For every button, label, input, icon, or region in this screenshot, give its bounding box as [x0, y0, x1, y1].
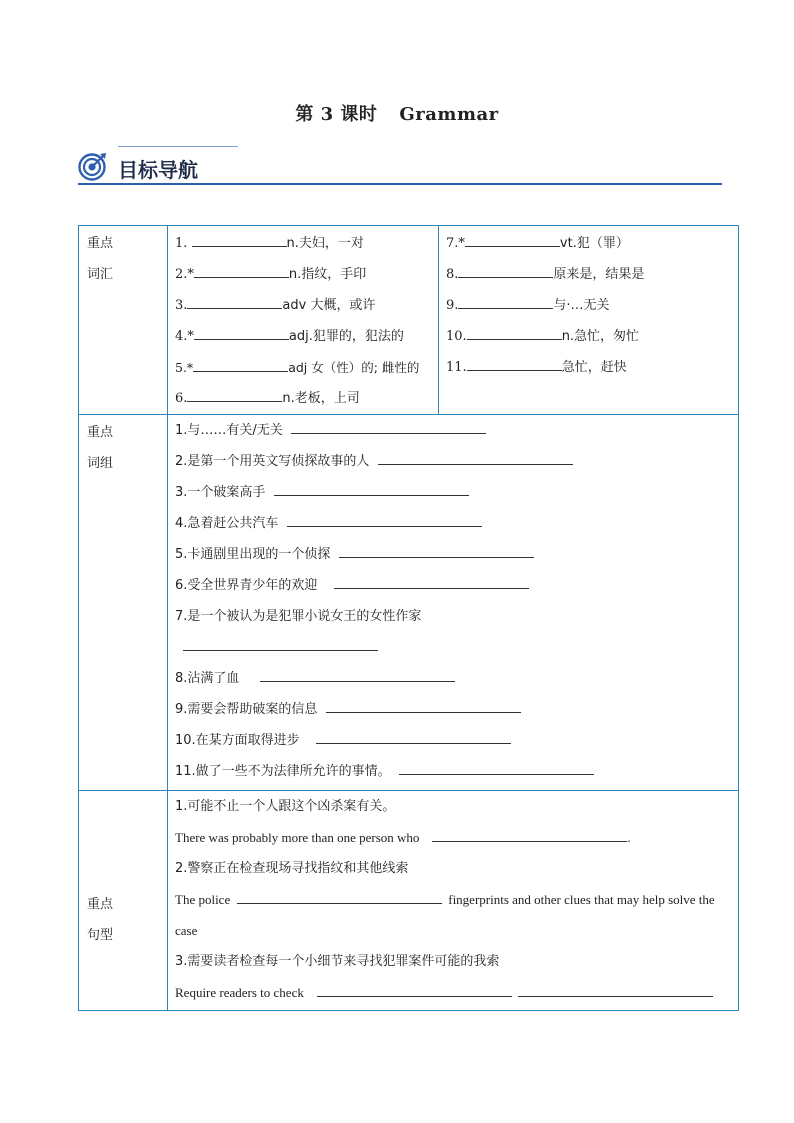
answer-blank[interactable] [192, 228, 287, 247]
phrases-content [168, 415, 739, 791]
vocab-item: 2.* n.指纹，手印 [168, 259, 438, 290]
vocab-item: 5.* adj 女（性）的; 雌性的 [168, 352, 438, 383]
sentence-en: The police fingerprints and other clues that may help solve the [168, 884, 738, 915]
sentences-row [79, 791, 739, 1011]
vocab-category [79, 226, 168, 415]
answer-blank[interactable] [518, 978, 713, 997]
phrase-item: 6.受全世界青少年的欢迎 [168, 570, 738, 601]
title-lesson: 第 3 课时 [295, 104, 378, 125]
sentence-cn: 1.可能不止一个人跟这个凶杀案有关。 [175, 799, 396, 814]
answer-blank[interactable] [274, 477, 469, 496]
category-line: 重点 [87, 896, 114, 912]
answer-blank[interactable] [260, 663, 455, 682]
answer-blank[interactable] [467, 352, 562, 371]
answer-blank[interactable] [334, 570, 529, 589]
phrase-item: 1.与……有关/无关 [168, 415, 738, 446]
answer-blank[interactable] [187, 290, 282, 309]
page-title [0, 100, 794, 126]
vocab-item: 4.* adj.犯罪的，犯法的 [168, 321, 438, 352]
answer-blank[interactable] [458, 290, 553, 309]
sentences-category [79, 791, 168, 1011]
vocab-content [168, 226, 739, 415]
phrase-item: 11.做了一些不为法律所允许的事情。 [168, 756, 738, 787]
sentences-content [168, 791, 739, 1011]
sentence-en: Require readers to check [168, 977, 738, 1008]
answer-blank[interactable] [183, 632, 378, 651]
vocab-item: 10. n.急忙，匆忙 [439, 321, 738, 352]
phrase-item: 9.需要会帮助破案的信息 [168, 694, 738, 725]
phrase-item: 4.急着赶公共汽车 [168, 508, 738, 539]
vocab-item: 9. 与·…无关 [439, 290, 738, 321]
vocab-right-col [439, 226, 739, 414]
answer-blank[interactable] [378, 446, 573, 465]
vocab-item: 11. 急忙，赶快 [439, 352, 738, 383]
vocab-item: 8. 原来是，结果是 [439, 259, 738, 290]
category-line: 句型 [87, 927, 114, 943]
phrases-category [79, 415, 168, 791]
answer-blank[interactable] [287, 508, 482, 527]
sentence-en: There was probably more than one person who . [168, 822, 738, 853]
answer-blank[interactable] [193, 353, 288, 372]
phrase-item: 10.在某方面取得进步 [168, 725, 738, 756]
vocab-item: 7.* vt.犯（罪） [439, 228, 738, 259]
answer-blank[interactable] [194, 259, 289, 278]
phrase-item: 8.沾满了血 [168, 663, 738, 694]
target-icon [78, 151, 108, 181]
answer-blank[interactable] [187, 383, 282, 402]
category-line: 词汇 [87, 267, 114, 282]
phrase-item: 7.是一个被认为是犯罪小说女王的女性作家 [175, 609, 422, 624]
vocab-item: 1. n.夫妇，一对 [168, 228, 438, 259]
answer-blank[interactable] [467, 321, 562, 340]
answer-blank[interactable] [316, 725, 511, 744]
section-label: 目标导航 [118, 158, 198, 182]
sentence-cn: 3.需要读者检查每一个小细节来寻找犯罪案件可能的我索 [175, 954, 500, 969]
answer-blank[interactable] [291, 415, 486, 434]
sentence-en-cont: case [175, 923, 198, 938]
header-top-rule [118, 146, 238, 147]
vocab-item: 3. adv 大概，或许 [168, 290, 438, 321]
vocab-item: 6. n.老板，上司 [168, 383, 438, 414]
answer-blank[interactable] [194, 321, 289, 340]
phrase-item: 2.是第一个用英文写侦探故事的人 [168, 446, 738, 477]
category-line: 重点 [87, 425, 114, 440]
vocab-left-col [168, 226, 439, 414]
vocab-row [79, 226, 739, 415]
answer-blank[interactable] [465, 228, 560, 247]
sentence-cn: 2.警察正在检查现场寻找指纹和其他线索 [175, 861, 409, 876]
answer-blank[interactable] [237, 885, 442, 904]
answer-blank[interactable] [432, 823, 627, 842]
answer-blank[interactable] [458, 259, 553, 278]
title-topic: Grammar [399, 104, 499, 125]
section-header [78, 146, 722, 188]
worksheet-table [78, 225, 739, 1011]
phrase-item: 5.卡通剧里出现的一个侦探 [168, 539, 738, 570]
category-line: 词组 [87, 456, 114, 471]
answer-blank[interactable] [317, 978, 512, 997]
phrases-row [79, 415, 739, 791]
header-bottom-rule [78, 183, 722, 185]
category-line: 重点 [87, 236, 114, 251]
phrase-item-blank [168, 632, 738, 663]
phrase-item: 3.一个破案高手 [168, 477, 738, 508]
answer-blank[interactable] [399, 756, 594, 775]
answer-blank[interactable] [339, 539, 534, 558]
answer-blank[interactable] [326, 694, 521, 713]
